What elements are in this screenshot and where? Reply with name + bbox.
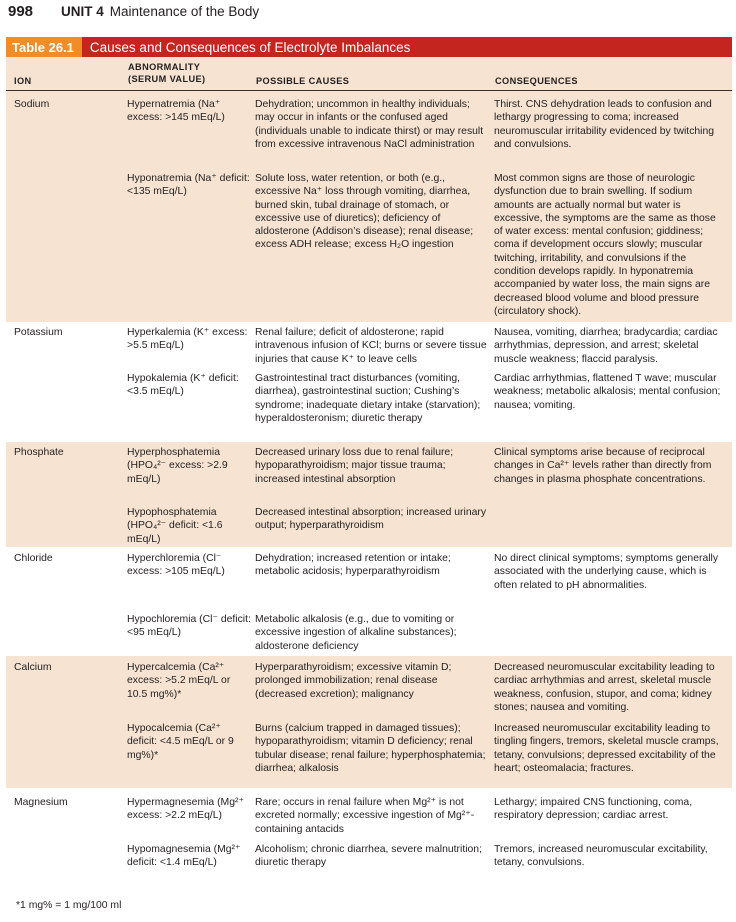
ion-name: Phosphate [14,447,64,458]
group-potassium [6,322,732,442]
causes-cell: Alcoholism; chronic diarrhea, severe malnutrition; diuretic therapy [255,844,482,869]
consequences-cell: Increased neuromuscular excitability leading to tingling fingers, tremors, skeletal muscle cramps, tetany, convulsions; depressed excitability of the heart; osteomalacia; fractures. [494,723,719,774]
ion-name: Calcium [14,662,52,673]
causes-cell: Solute loss, water retention, or both (e.g., excessive Na⁺ loss through vomiting, diarrhea, burned skin, tubal drainage of stomach, or excessive use of diuretics); deficiency of aldosterone (Addison’s disease); renal disease; excess ADH release; excess H₂O ingestion [255,173,474,251]
column-header-causes: POSSIBLE CAUSES [256,76,350,86]
abnormality-cell: Hyperkalemia (K⁺ excess: >5.5 mEq/L) [127,327,248,352]
consequences-cell: No direct clinical symptoms; symptoms generally associated with the underlying cause, which is often related to pH abnormalities. [494,553,719,591]
consequences-cell: Cardiac arrhythmias, flattened T wave; muscular weakness; metabolic alkalosis; mental confusion; nausea; vomiting. [494,373,721,411]
causes-cell: Decreased urinary loss due to renal failure; hypoparathyroidism; major tissue trauma; increased intestinal absorption [255,447,454,485]
page-header [8,3,259,23]
column-header-row [6,57,732,91]
column-header-consequences: CONSEQUENCES [495,76,578,86]
abnormality-cell: Hyperphosphatemia (HPO₄²⁻ excess: >2.9 mEq/L) [127,447,228,485]
ion-name: Chloride [14,553,53,564]
column-header-abnormality-line1: ABNORMALITY [128,62,201,72]
group-phosphate [6,442,732,547]
causes-cell: Decreased intestinal absorption; increased urinary output; hyperparathyroidism [255,507,487,532]
abnormality-cell: Hypermagnesemia (Mg²⁺ excess: >2.2 mEq/L) [127,797,244,822]
column-header-ion: ION [14,76,32,86]
consequences-cell: Lethargy; impaired CNS functioning, coma, respiratory depression; cardiac arrest. [494,797,693,822]
table-title: Causes and Consequences of Electrolyte Imbalances [89,39,411,55]
abnormality-cell: Hyperchloremia (Cl⁻ excess: >105 mEq/L) [127,553,225,578]
abnormality-cell: Hypochloremia (Cl⁻ deficit: <95 mEq/L) [127,614,251,639]
abnormality-cell: Hypophosphatemia (HPO₄²⁻ deficit: <1.6 mEq/L) [127,507,223,545]
abnormality-cell: Hypomagnesemia (Mg²⁺ deficit: <1.4 mEq/L) [127,844,241,869]
consequences-cell: Decreased neuromuscular excitability leading to cardiac arrhythmias and arrest, skeletal muscle weakness, confusion, stupor, and coma; kidney stones; nausea and vomiting. [494,662,715,713]
abnormality-cell: Hypernatremia (Na⁺ excess: >145 mEq/L) [127,99,225,124]
abnormality-cell: Hypercalcemia (Ca²⁺ excess: >5.2 mEq/L or 10.5 mg%)* [127,662,231,700]
consequences-cell: Tremors, increased neuromuscular excitability, tetany, convulsions. [494,844,708,869]
page-number: 998 [8,3,34,20]
consequences-cell: Thirst. CNS dehydration leads to confusion and lethargy progressing to coma; increased neuromuscular irritability evidenced by twitching and convulsions. [494,99,715,150]
electrolyte-table [6,37,732,889]
consequences-cell: Most common signs are those of neurologic dysfunction due to brain swelling. If sodium amounts are actually normal but water is excessive, the symptoms are the same as those of water excess: mental confusion; giddiness; coma if development occurs slowly; muscular twitching, irritability, and convulsions if the condition develops rapidly. In hyponatremia accompanied by water loss, the main signs are decreased blood volume and blood pressure (circulatory shock). [494,173,716,317]
group-magnesium [6,788,732,889]
causes-cell: Dehydration; uncommon in healthy individuals; may occur in infants or the confused aged (individuals unable to indicate thirst) or may result from excessive intravenous NaCl administration [255,99,484,150]
causes-cell: Dehydration; increased retention or intake; metabolic acidosis; hyperparathyroidism [255,553,451,578]
column-header-abnormality-line2: (SERUM VALUE) [128,74,206,84]
causes-cell: Gastrointestinal tract disturbances (vomiting, diarrhea), gastrointestinal suction; Cushing’s syndrome; inadequate dietary intake (starvation); hyperaldosteronism; diuretic therapy [255,373,481,424]
causes-cell: Metabolic alkalosis (e.g., due to vomiting or excessive ingestion of alkaline substances); aldosterone deficiency [255,614,457,652]
table-footnote: *1 mg% = 1 mg/100 ml [16,900,122,911]
group-chloride [6,547,732,656]
group-sodium [6,91,732,359]
consequences-cell: Nausea, vomiting, diarrhea; bradycardia; cardiac arrhythmias, depression, and arrest; skeletal muscle weakness; flaccid paralysis. [494,327,718,365]
unit-title: Maintenance of the Body [109,4,260,19]
ion-name: Potassium [14,327,63,338]
group-calcium [6,656,732,796]
unit-label: UNIT 4 [61,4,104,19]
causes-cell: Renal failure; deficit of aldosterone; rapid intravenous infusion of KCl; burns or severe tissue injuries that cause K⁺ to leave cells [255,327,487,365]
table-title-bar [6,37,732,57]
consequences-cell: Clinical symptoms arise because of reciprocal changes in Ca²⁺ levels rather than directly from changes in plasma phosphate concentrations. [494,447,712,485]
abnormality-cell: Hypokalemia (K⁺ deficit: <3.5 mEq/L) [127,373,239,398]
causes-cell: Burns (calcium trapped in damaged tissues); hypoparathyroidism; vitamin D deficiency; renal tubular disease; renal failure; hyperphosphatemia; diarrhea; alkalosis [255,723,486,774]
abnormality-cell: Hyponatremia (Na⁺ deficit: <135 mEq/L) [127,173,250,198]
table-number-tag: Table 26.1 [6,37,82,57]
causes-cell: Hyperparathyroidism; excessive vitamin D; prolonged immobilization; renal disease (decreased excretion); malignancy [255,662,452,700]
abnormality-cell: Hypocalcemia (Ca²⁺ deficit: <4.5 mEq/L or 9 mg%)* [127,723,234,761]
ion-name: Magnesium [14,797,68,808]
causes-cell: Rare; occurs in renal failure when Mg²⁺ is not excreted normally; excessive ingestion of Mg²⁺-containing antacids [255,797,475,835]
column-header-abnormality [128,61,206,85]
ion-name: Sodium [14,99,50,110]
